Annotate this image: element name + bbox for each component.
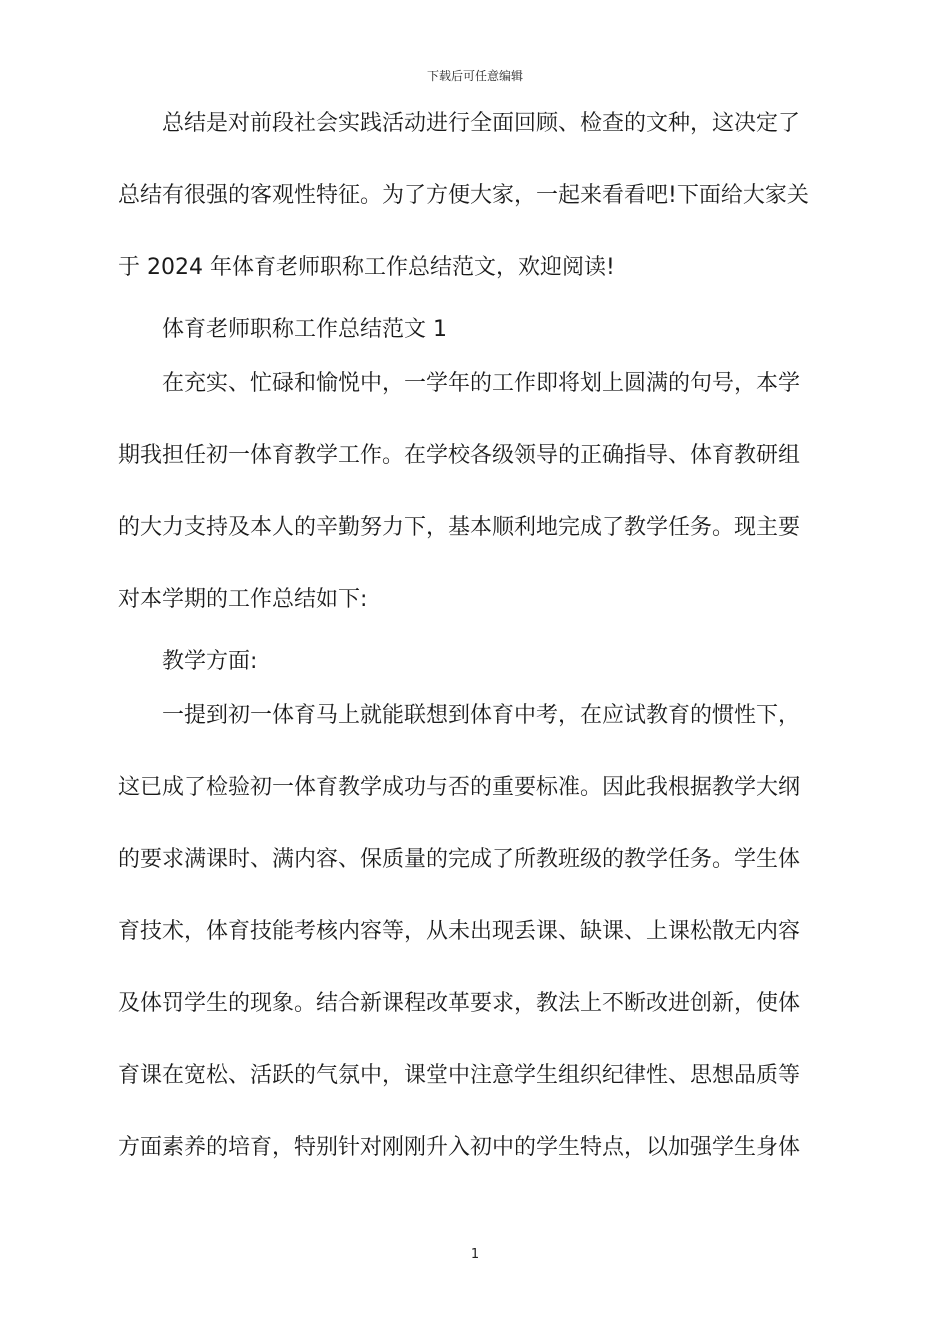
page-number: 1 [470,1247,480,1262]
paragraph-line: 在充实、忙碌和愉悦中，一学年的工作即将划上圆满的句号，本学 [162,371,801,396]
paragraph-line: 的要求满课时、满内容、保质量的完成了所教班级的教学任务。学生体 [118,847,801,872]
paragraph-line: 期我担任初一体育教学工作。在学校各级领导的正确指导、体育教研组 [118,443,801,468]
intro-line: 于 2024 年体育老师职称工作总结范文，欢迎阅读! [118,255,615,280]
intro-line: 总结有很强的客观性特征。为了方便大家，一起来看看吧!下面给大家关 [118,183,809,208]
document-body [118,100,818,1196]
paragraph-line: 育技术，体育技能考核内容等，从未出现丢课、缺课、上课松散无内容 [118,919,801,944]
subheading: 教学方面: [162,649,258,674]
paragraph-line: 育课在宽松、活跃的气氛中，课堂中注意学生组织纪律性、思想品质等 [118,1063,801,1088]
paragraph-line: 对本学期的工作总结如下: [118,587,368,612]
page-header: 下载后可任意编辑 [426,69,523,83]
paragraph-line: 的大力支持及本人的辛勤努力下，基本顺利地完成了教学任务。现主要 [118,515,801,540]
intro-line: 总结是对前段社会实践活动进行全面回顾、检查的文种，这决定了 [162,111,801,136]
section-title: 体育老师职称工作总结范文 1 [162,317,447,342]
paragraph-line: 一提到初一体育马上就能联想到体育中考，在应试教育的惯性下， [162,703,801,728]
paragraph-line: 方面素养的培育，特别针对刚刚升入初中的学生特点，以加强学生身体 [118,1135,801,1160]
paragraph-line: 这已成了检验初一体育教学成功与否的重要标准。因此我根据教学大纲 [118,775,801,800]
paragraph-line: 及体罚学生的现象。结合新课程改革要求，教法上不断改进创新，使体 [118,991,801,1016]
